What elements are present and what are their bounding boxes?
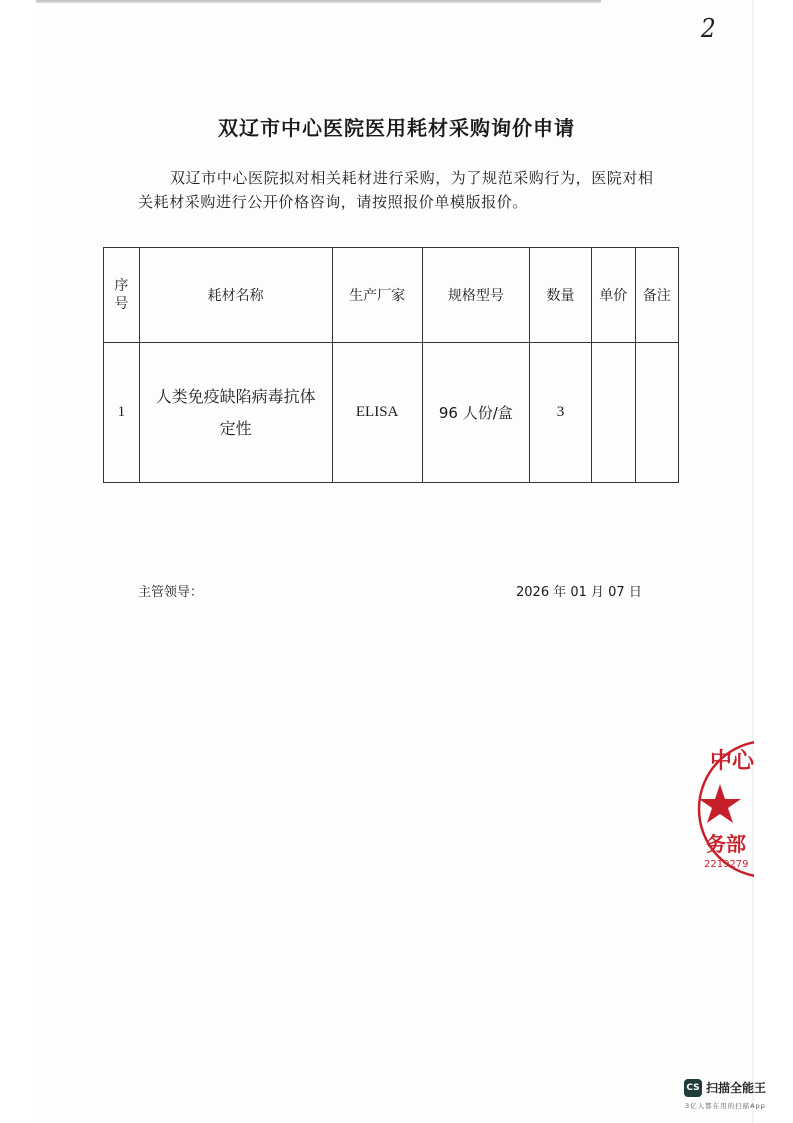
handwritten-page-number: 2 [700,14,716,44]
scan-right-edge [752,0,754,1123]
seal-bottom-text: 务部 [706,832,746,856]
supervisor-label: 主管领导： [138,585,204,600]
cell-spec: 96 人份/盒 [422,343,529,483]
header-maker: 生产厂家 [332,248,422,343]
cell-price [592,343,635,483]
cell-seq: 1 [104,343,140,483]
header-qty: 数量 [529,248,591,343]
watermark-app-name: 扫描全能王 [706,1081,767,1095]
table-header-row [104,248,679,343]
official-seal [692,736,754,882]
seal-top-text: 中心 [710,749,754,774]
table-row [104,343,679,483]
header-name: 耗材名称 [139,248,332,343]
header-price: 单价 [592,248,635,343]
cell-name: 人类免疫缺陷病毒抗体定性 [139,343,332,483]
header-spec: 规格型号 [422,248,529,343]
cell-qty: 3 [529,343,591,483]
seal-code-text: 2219279 [704,859,749,870]
quotation-table [103,247,679,483]
scan-top-edge [36,0,601,3]
watermark-slogan: 3亿人都在用的扫描App [685,1102,766,1110]
header-seq: 序号 [104,248,140,343]
document-title: 双辽市中心医院医用耗材采购询价申请 [218,116,575,140]
cell-note [635,343,679,483]
cell-maker: ELISA [332,343,422,483]
document-date: 2026 年 01 月 07 日 [516,585,642,600]
intro-paragraph: 双辽市中心医院拟对相关耗材进行采购，为了规范采购行为，医院对相关耗材采购进行公开价格咨询，请按照报价单模版报价。 [138,169,654,211]
header-note: 备注 [635,248,679,343]
seal-star-icon [699,784,741,823]
camscanner-logo-icon: CS [684,1079,702,1097]
